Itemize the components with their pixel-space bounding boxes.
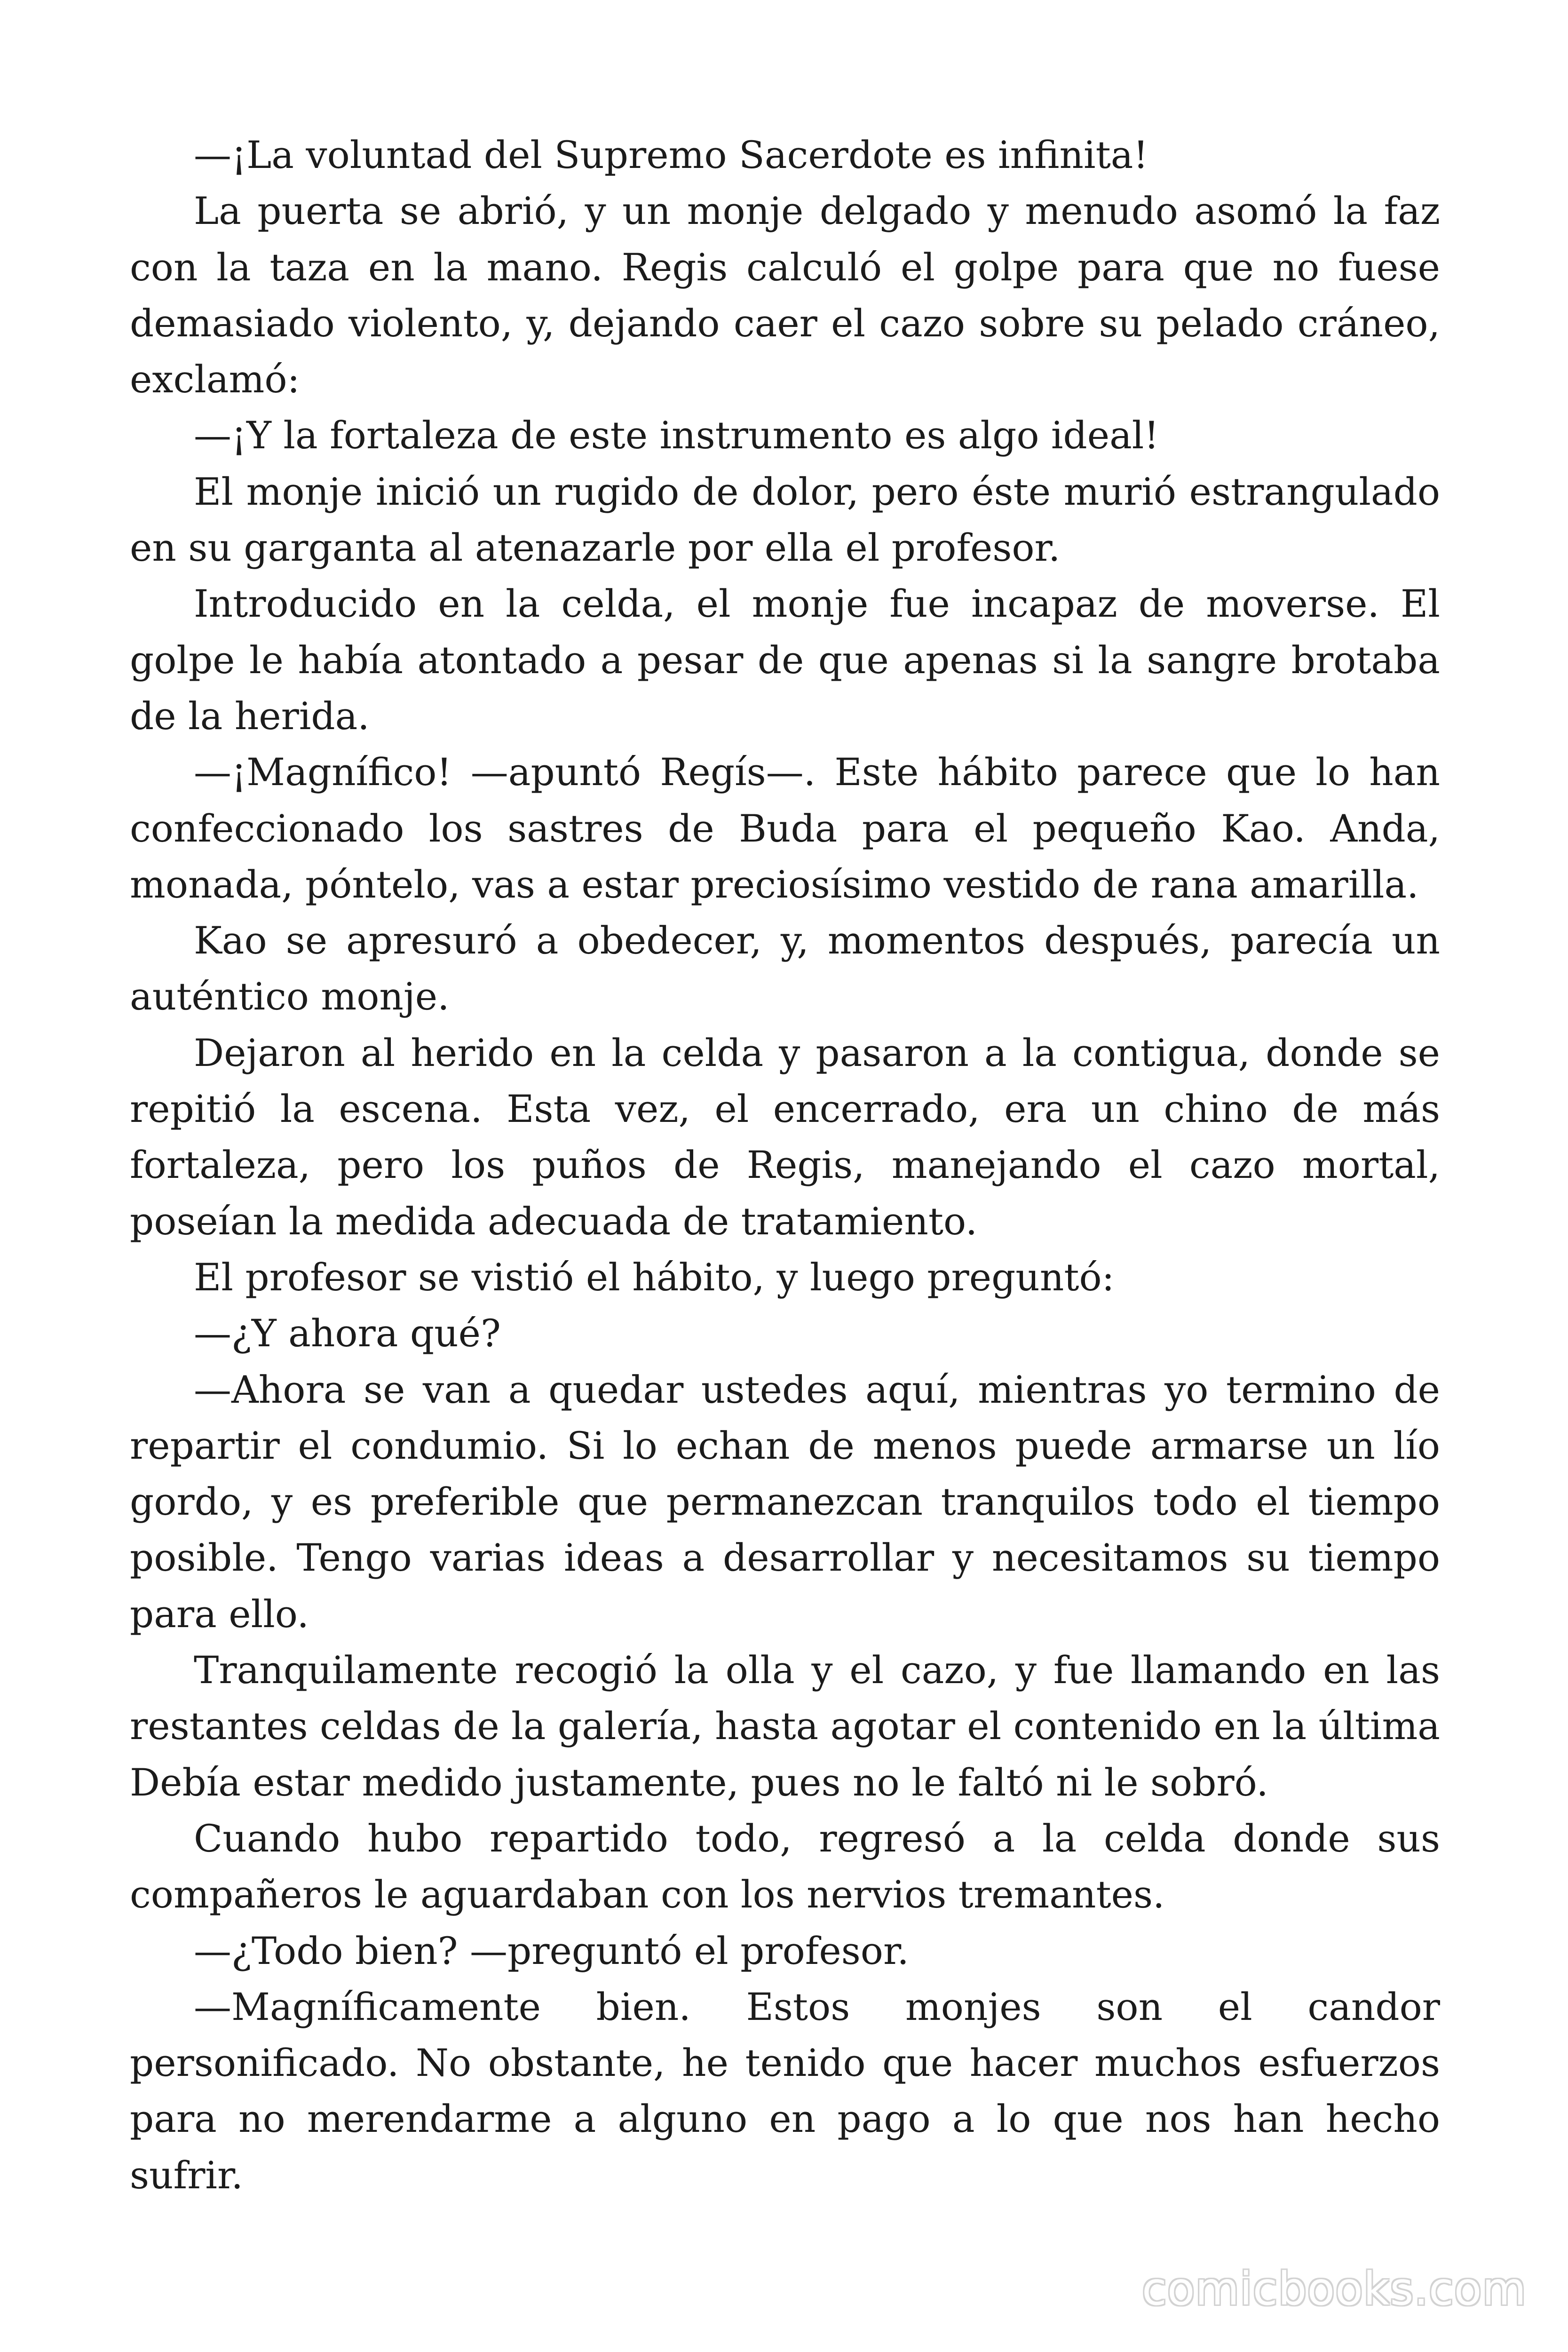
paragraph: El profesor se vistió el hábito, y luego preguntó:: [194, 1255, 1115, 1299]
paragraph: —¿Y ahora qué?: [194, 1311, 501, 1356]
paragraph: Introducido en la celda, el monje fue incapaz de moverse. El golpe le había atontado a pesar de que apenas si la sangre brotaba de la herida.: [130, 582, 1440, 738]
paragraph: —Magníficamente bien. Estos monjes son el candor personificado. No obstante, he tenido que hacer muchos esfuerzos para no merendarme a alguno en pago a lo que nos han hecho sufrir.: [130, 1985, 1440, 2197]
page-body: [130, 127, 1440, 2203]
paragraph: —¿Todo bien? —preguntó el profesor.: [194, 1929, 909, 1973]
paragraph: Tranquilamente recogió la olla y el cazo, y fue llamando en las restantes celdas de la galería, hasta agotar el contenido en la última Debía estar medido justamente, pues no le faltó ni le sobró.: [130, 1648, 1440, 1804]
paragraph: La puerta se abrió, y un monje delgado y menudo asomó la faz con la taza en la mano. Regis calculó el golpe para que no fuese demasiado violento, y, dejando caer el cazo sobre su pelado cráneo, exclamó:: [130, 189, 1440, 402]
paragraph: Dejaron al herido en la celda y pasaron a la contigua, donde se repitió la escena. Esta vez, el encerrado, era un chino de más fortaleza, pero los puños de Regis, manejando el cazo mortal, poseían la medida adecuada de tratamiento.: [130, 1031, 1440, 1243]
paragraph: —¡Magnífico! —apuntó Regís—. Este hábito parece que lo han confeccionado los sastres de Buda para el pequeño Kao. Anda, monada, póntelo, vas a estar preciosísimo vestido de rana amarilla.: [130, 750, 1440, 906]
paragraph: Cuando hubo repartido todo, regresó a la celda donde sus compañeros le aguardaban con los nervios tremantes.: [130, 1816, 1440, 1917]
paragraph: —¡Y la fortaleza de este instrumento es algo ideal!: [194, 413, 1159, 458]
paragraph: Kao se apresuró a obedecer, y, momentos después, parecía un auténtico monje.: [130, 919, 1440, 1019]
paragraph: —Ahora se van a quedar ustedes aquí, mientras yo termino de repartir el condumio. Si lo echan de menos puede armarse un lío gordo, y es preferible que permanezcan tranquilos todo el tiempo posible. Tengo varias ideas a desarrollar y necesitamos su tiempo para ello.: [130, 1367, 1440, 1636]
watermark: comicbooks.com: [1141, 2263, 1527, 2315]
paragraph: El monje inició un rugido de dolor, pero éste murió estrangulado en su garganta al atenazarle por ella el profesor.: [130, 469, 1440, 570]
paragraph: —¡La voluntad del Supremo Sacerdote es infinita!: [194, 133, 1148, 177]
